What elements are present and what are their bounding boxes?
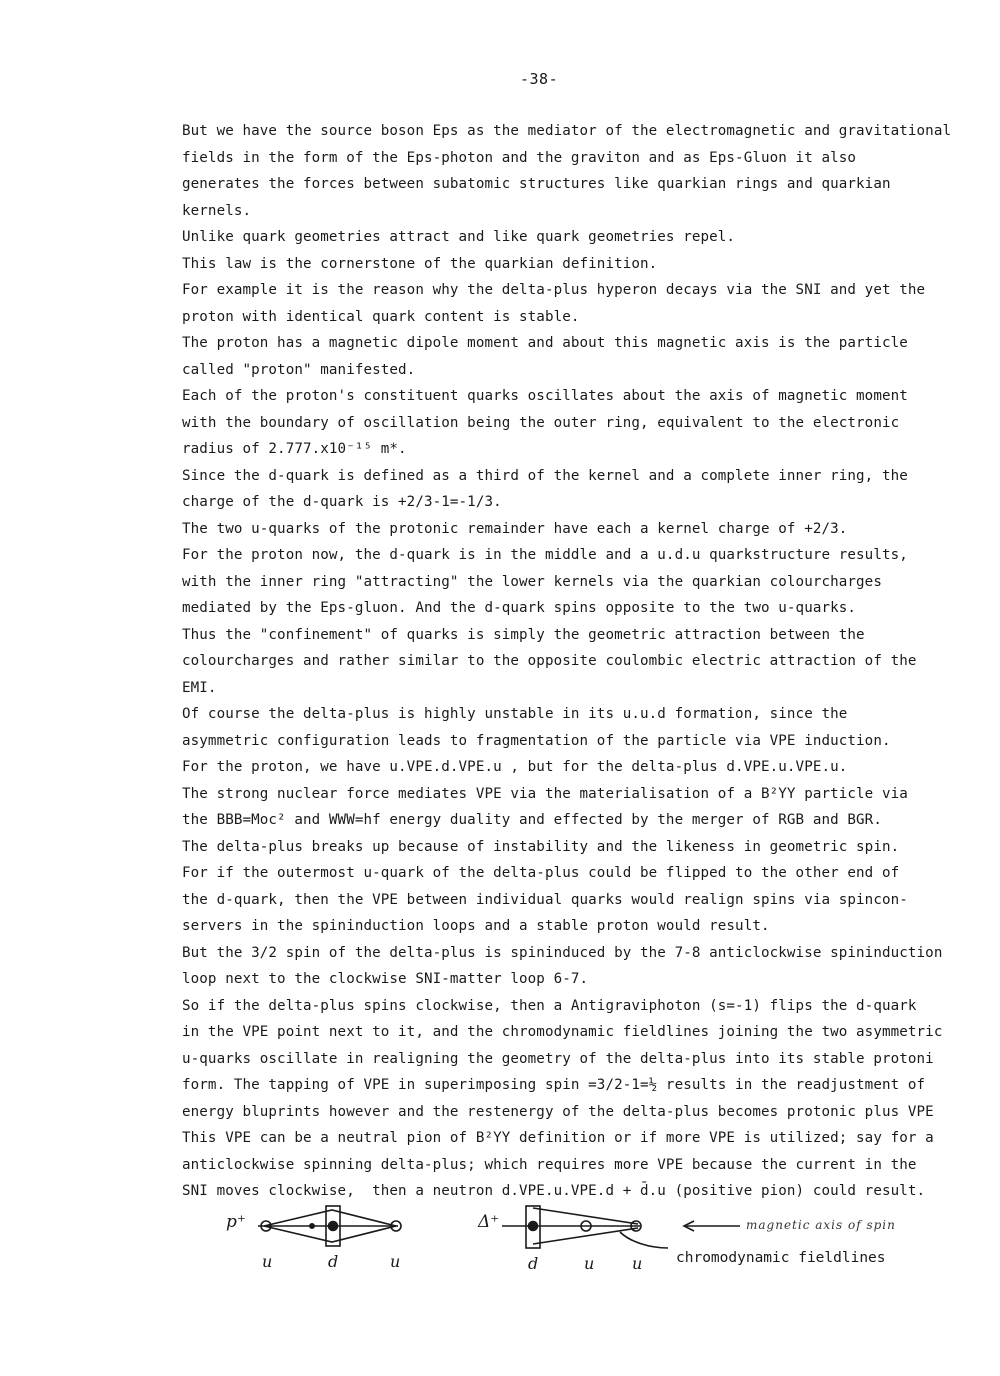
text-line: Of course the delta-plus is highly unstable in its u.u.d formation, since the (182, 706, 848, 722)
proton-quark-label-2: d (328, 1252, 339, 1271)
proton-node-left (310, 1224, 314, 1228)
text-line: form. The tapping of VPE in superimposing spin =3/2-1=½ results in the readjustment of (182, 1077, 926, 1093)
text-line: the d-quark, then the VPE between individual quarks would realign spins via spincon- (182, 891, 908, 908)
text-line: charge of the d-quark is +2/3-1=-1/3. (182, 494, 502, 510)
proton-symbol: p⁺ (226, 1212, 246, 1232)
text-line: The two u-quarks of the protonic remainder have each a kernel charge of +2/3. (182, 520, 848, 537)
text-line: Unlike quark geometries attract and like quark geometries repel. (182, 229, 736, 245)
text-line: Thus the "confinement" of quarks is simply the geometric attraction between the (182, 626, 865, 643)
text-line: called "proton" manifested. (182, 361, 416, 378)
text-line: generates the forces between subatomic structures like quarkian rings and quarkian (182, 176, 891, 192)
delta-symbol: Δ⁺ (478, 1212, 500, 1232)
text-line: The proton has a magnetic dipole moment and about this magnetic axis is the particle (182, 335, 908, 351)
text-line: asymmetric configuration leads to fragmentation of the particle via VPE induction. (182, 732, 891, 749)
text-line: For the proton now, the d-quark is in the middle and a u.d.u quarkstructure results, (182, 547, 908, 563)
text-line: But the 3/2 spin of the delta-plus is spininduced by the 7-8 anticlockwise spininduction (182, 944, 943, 961)
text-line: For example it is the reason why the delta-plus hyperon decays via the SNI and yet the (182, 282, 926, 298)
text-line: The strong nuclear force mediates VPE via the materialisation of a B²YY particle via (182, 785, 908, 802)
text-line: with the boundary of oscillation being the outer ring, equivalent to the electronic (182, 414, 900, 431)
text-line: colourcharges and rather similar to the opposite coulombic electric attraction of the (182, 653, 917, 669)
text-line: the BBB=Moc² and WWW=hf energy duality and effected by the merger of RGB and BGR. (182, 812, 882, 828)
text-line: servers in the spininduction loops and a stable proton would result. (182, 918, 770, 934)
fieldlines-pointer (620, 1232, 668, 1248)
text-line: Since the d-quark is defined as a third of the kernel and a complete inner ring, the (182, 467, 908, 484)
text-line: fields in the form of the Eps-photon and the graviton and as Eps-Gluon it also (182, 149, 857, 166)
text-line: SNI moves clockwise, then a neutron d.VPE.u.VPE.d + d̄.u (positive pion) could result. (182, 1183, 926, 1199)
text-line: EMI. (182, 679, 217, 696)
text-line: proton with identical quark content is stable. (182, 308, 580, 325)
delta-quark-label-1: d (528, 1254, 539, 1273)
text-line: So if the delta-plus spins clockwise, then a Antigraviphoton (s=-1) flips the d-quark (182, 997, 917, 1014)
delta-quark-label-2: u (584, 1254, 595, 1273)
text-line: mediated by the Eps-gluon. And the d-quark spins opposite to the two u-quarks. (182, 600, 857, 616)
text-line: with the inner ring "attracting" the lower kernels via the quarkian colourcharges (182, 573, 882, 590)
delta-quark-label-3: u (632, 1254, 643, 1273)
text-line: radius of 2.777.x10⁻¹⁵ m*. (182, 441, 407, 457)
text-line: u-quarks oscillate in realigning the geometry of the delta-plus into its stable protoni (182, 1050, 934, 1067)
proton-quark-label-1: u (262, 1252, 273, 1271)
text-line: anticlockwise spinning delta-plus; which requires more VPE because the current in the (182, 1156, 917, 1173)
text-line: loop next to the clockwise SNI-matter loop 6-7. (182, 971, 589, 987)
text-line: energy bluprints however and the restenergy of the delta-plus becomes protonic plus VPE (182, 1103, 934, 1120)
text-line: But we have the source boson Eps as the mediator of the electromagnetic and gravitational (182, 123, 952, 139)
page-number: -38- (520, 70, 559, 88)
text-line: The delta-plus breaks up because of instability and the likeness in geometric spin. (182, 838, 900, 855)
delta-quark-d (529, 1222, 538, 1231)
proton-quark-d (329, 1222, 338, 1231)
text-line: kernels. (182, 202, 252, 219)
proton-quark-label-3: u (390, 1252, 401, 1271)
text-line: For if the outermost u-quark of the delta-plus could be flipped to the other end of (182, 865, 900, 881)
body-text (182, 118, 972, 1205)
text-line: For the proton, we have u.VPE.d.VPE.u , but for the delta-plus d.VPE.u.VPE.u. (182, 759, 848, 775)
quark-diagram (200, 1198, 960, 1288)
text-line: Each of the proton's constituent quarks oscillates about the axis of magnetic moment (182, 388, 908, 404)
fieldlines-label: chromodynamic fieldlines (676, 1250, 886, 1266)
text-line: This law is the cornerstone of the quarkian definition. (182, 255, 658, 272)
axis-annotation: magnetic axis of spin (746, 1218, 896, 1232)
text-line: in the VPE point next to it, and the chromodynamic fieldlines joining the two asymmetric (182, 1024, 943, 1040)
text-line: This VPE can be a neutral pion of B²YY definition or if more VPE is utilized; say for a (182, 1130, 934, 1146)
quark-diagram-drawing (200, 1198, 960, 1288)
